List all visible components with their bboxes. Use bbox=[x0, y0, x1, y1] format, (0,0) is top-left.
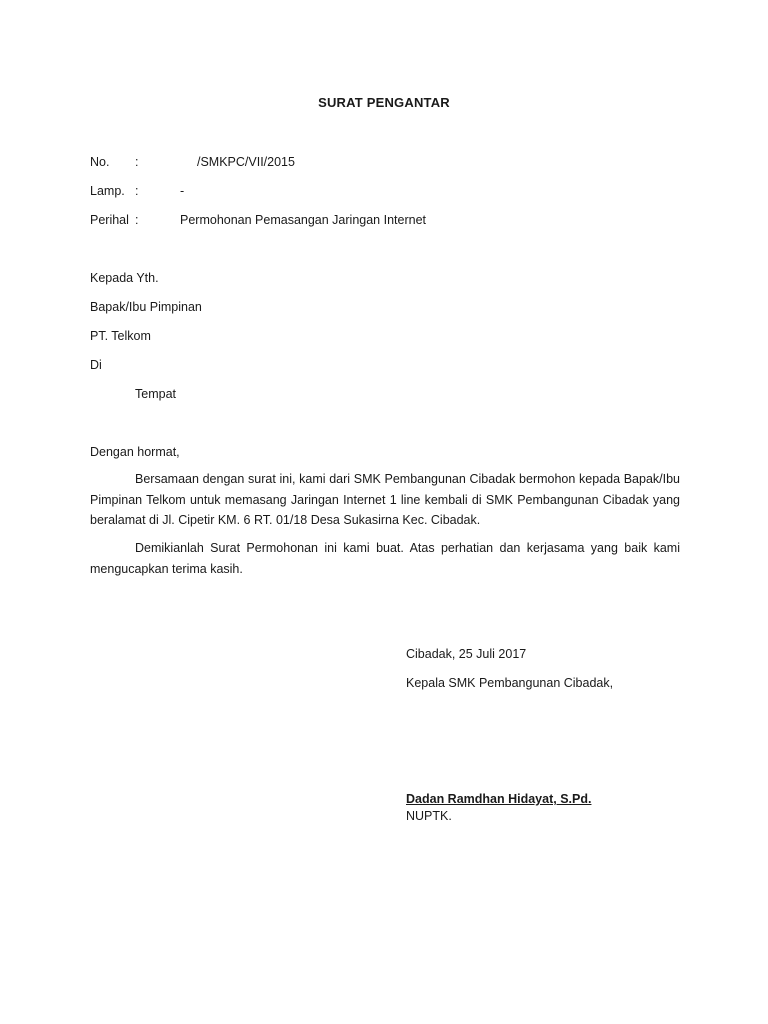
field-value-perihal: Permohonan Pemasangan Jaringan Internet bbox=[180, 213, 426, 227]
recipient-company: PT. Telkom bbox=[90, 329, 151, 343]
field-value-no: /SMKPC/VII/2015 bbox=[197, 155, 295, 169]
signature-place-date: Cibadak, 25 Juli 2017 bbox=[406, 647, 527, 661]
body-paragraph-1-text: Bersamaan dengan surat ini, kami dari SMK Pembangunan Cibadak bermohon kepada Bapak/Ibu Pimpinan Telkom untuk memasang Jaringan Internet 1 line kembali di SMK Pembangunan Cibadak yang beralamat di Jl. Cipetir KM. 6 RT. 01/18 Desa Sukasirna Kec. Cibadak. bbox=[90, 472, 680, 527]
field-value-lamp: - bbox=[180, 184, 185, 198]
field-label-perihal: Perihal bbox=[90, 213, 129, 227]
field-colon-lamp: : bbox=[135, 184, 139, 198]
recipient-di: Di bbox=[90, 358, 102, 372]
recipient-title: Bapak/Ibu Pimpinan bbox=[90, 300, 202, 314]
recipient-place: Tempat bbox=[135, 387, 176, 401]
body-paragraph-2 bbox=[90, 538, 680, 579]
field-label-no: No. bbox=[90, 155, 110, 169]
recipient-greeting: Kepada Yth. bbox=[90, 271, 159, 285]
field-colon-perihal: : bbox=[135, 213, 139, 227]
signature-nuptk: NUPTK. bbox=[406, 809, 452, 823]
salutation: Dengan hormat, bbox=[90, 445, 180, 459]
field-colon-no: : bbox=[135, 155, 139, 169]
document-title: SURAT PENGANTAR bbox=[318, 95, 450, 110]
signature-position: Kepala SMK Pembangunan Cibadak, bbox=[406, 676, 614, 690]
body-paragraph-1 bbox=[90, 469, 680, 531]
field-label-lamp: Lamp. bbox=[90, 184, 125, 198]
body-paragraph-2-text: Demikianlah Surat Permohonan ini kami buat. Atas perhatian dan kerjasama yang baik kami mengucapkan terima kasih. bbox=[90, 541, 680, 576]
signature-name: Dadan Ramdhan Hidayat, S.Pd. bbox=[406, 792, 592, 806]
